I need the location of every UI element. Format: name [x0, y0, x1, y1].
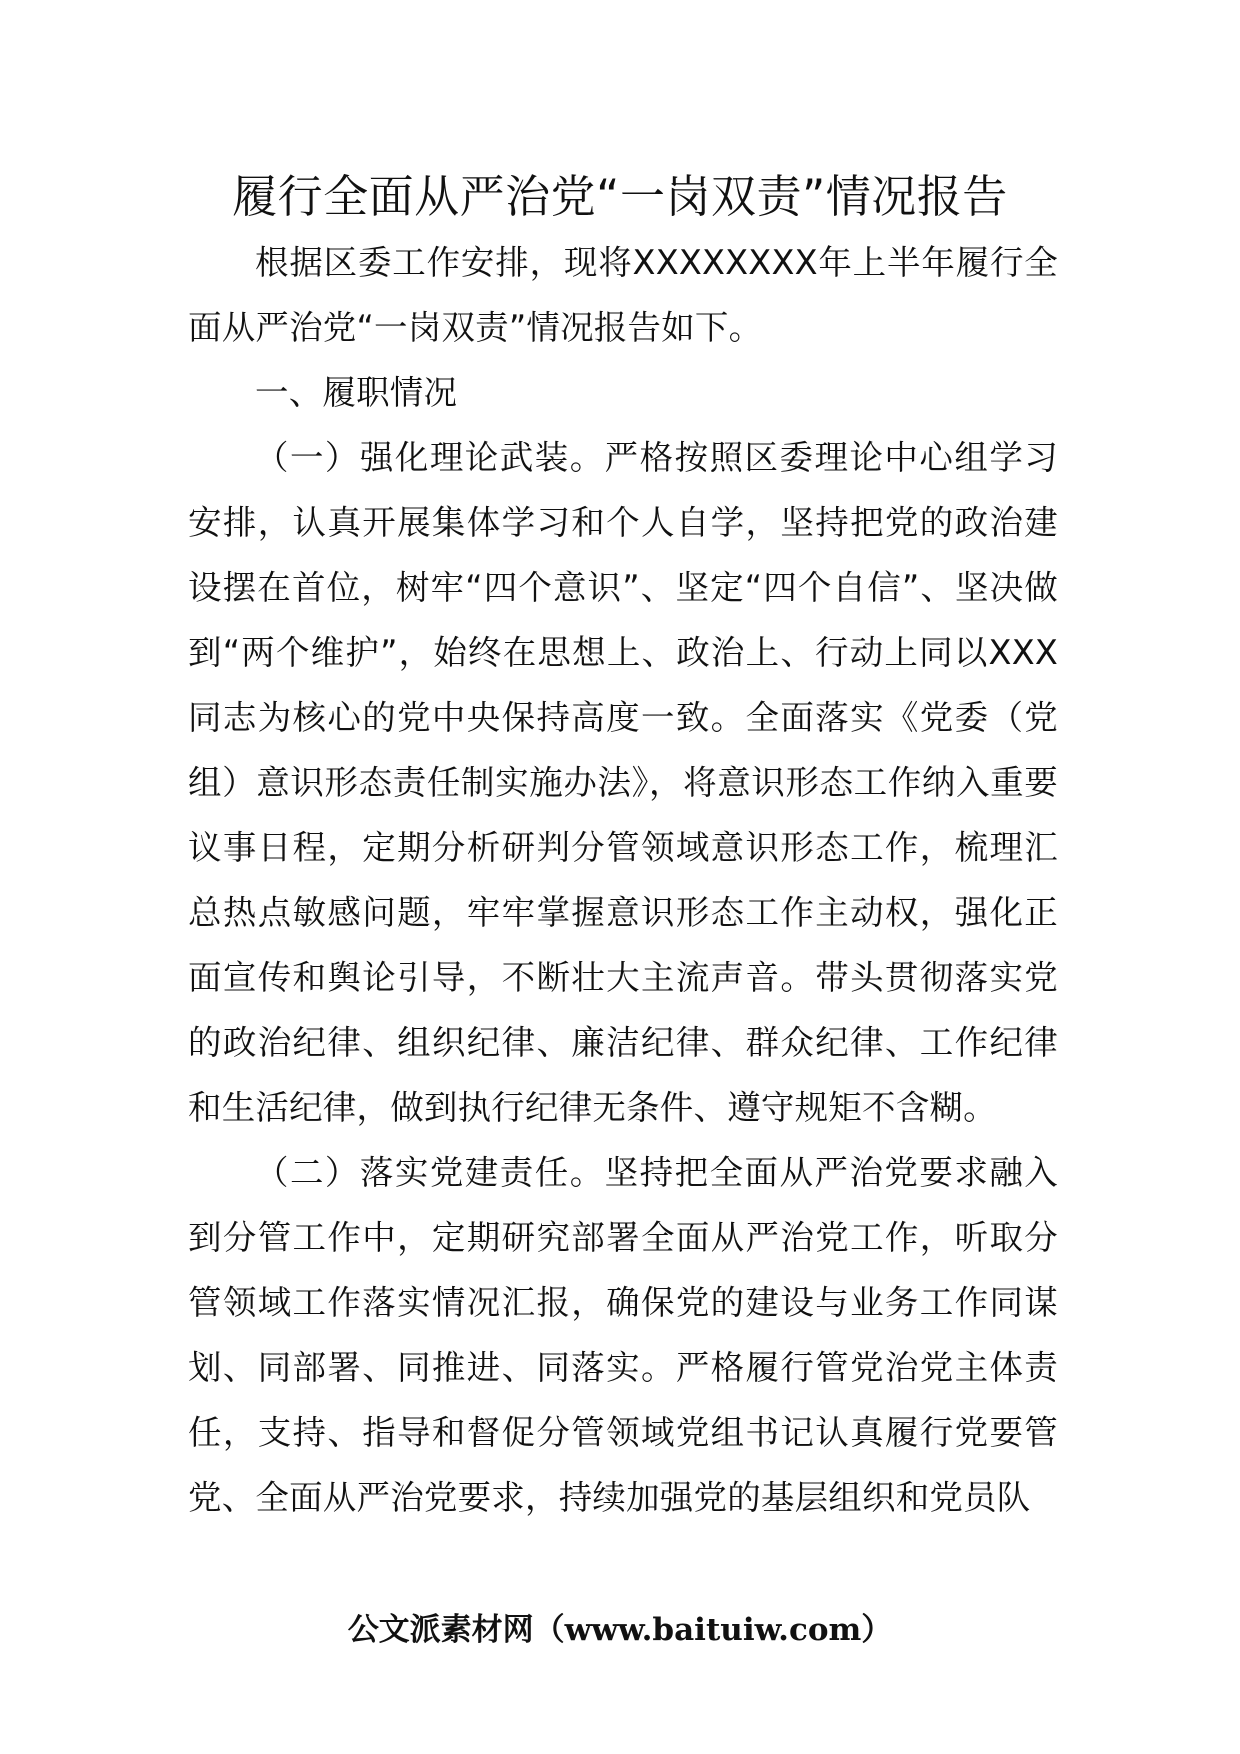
section-heading-duties: 一、履职情况	[255, 373, 458, 412]
paragraph-party-building: （二）落实党建责任。坚持把全面从严治党要求融入到分管工作中，定期研究部署全面从严治党工作，听取分管领域工作落实情况汇报，确保党的建设与业务工作同谋划、同部署、同推进、同落实。严格履行管党治党主体责任，支持、指导和督促分管领域党组书记认真履行党要管党、全面从严治党要求，持续加强党的基层组织和党员队	[188, 1153, 1058, 1517]
intro-paragraph: 根据区委工作安排，现将XXXXXXXX年上半年履行全面从严治党“一岗双责”情况报告如下。	[188, 243, 1058, 347]
paragraph-theory: （一）强化理论武装。严格按照区委理论中心组学习安排，认真开展集体学习和个人自学，坚持把党的政治建设摆在首位，树牢“四个意识”、坚定“四个自信”、坚决做到“两个维护”，始终在思想上、政治上、行动上同以XXX同志为核心的党中央保持高度一致。全面落实《党委（党组）意识形态责任制实施办法》，将意识形态工作纳入重要议事日程，定期分析研判分管领域意识形态工作，梳理汇总热点敏感问题，牢牢掌握意识形态工作主动权，强化正面宣传和舆论引导，不断壮大主流声音。带头贯彻落实党的政治纪律、组织纪律、廉洁纪律、群众纪律、工作纪律和生活纪律，做到执行纪律无条件、遵守规矩不含糊。	[188, 438, 1058, 1127]
footer-watermark: 公文派素材网（www.baituiw.com）	[347, 1612, 893, 1648]
document-body	[188, 230, 1058, 1530]
document-title: 履行全面从严治党“一岗双责”情况报告	[232, 170, 1008, 223]
